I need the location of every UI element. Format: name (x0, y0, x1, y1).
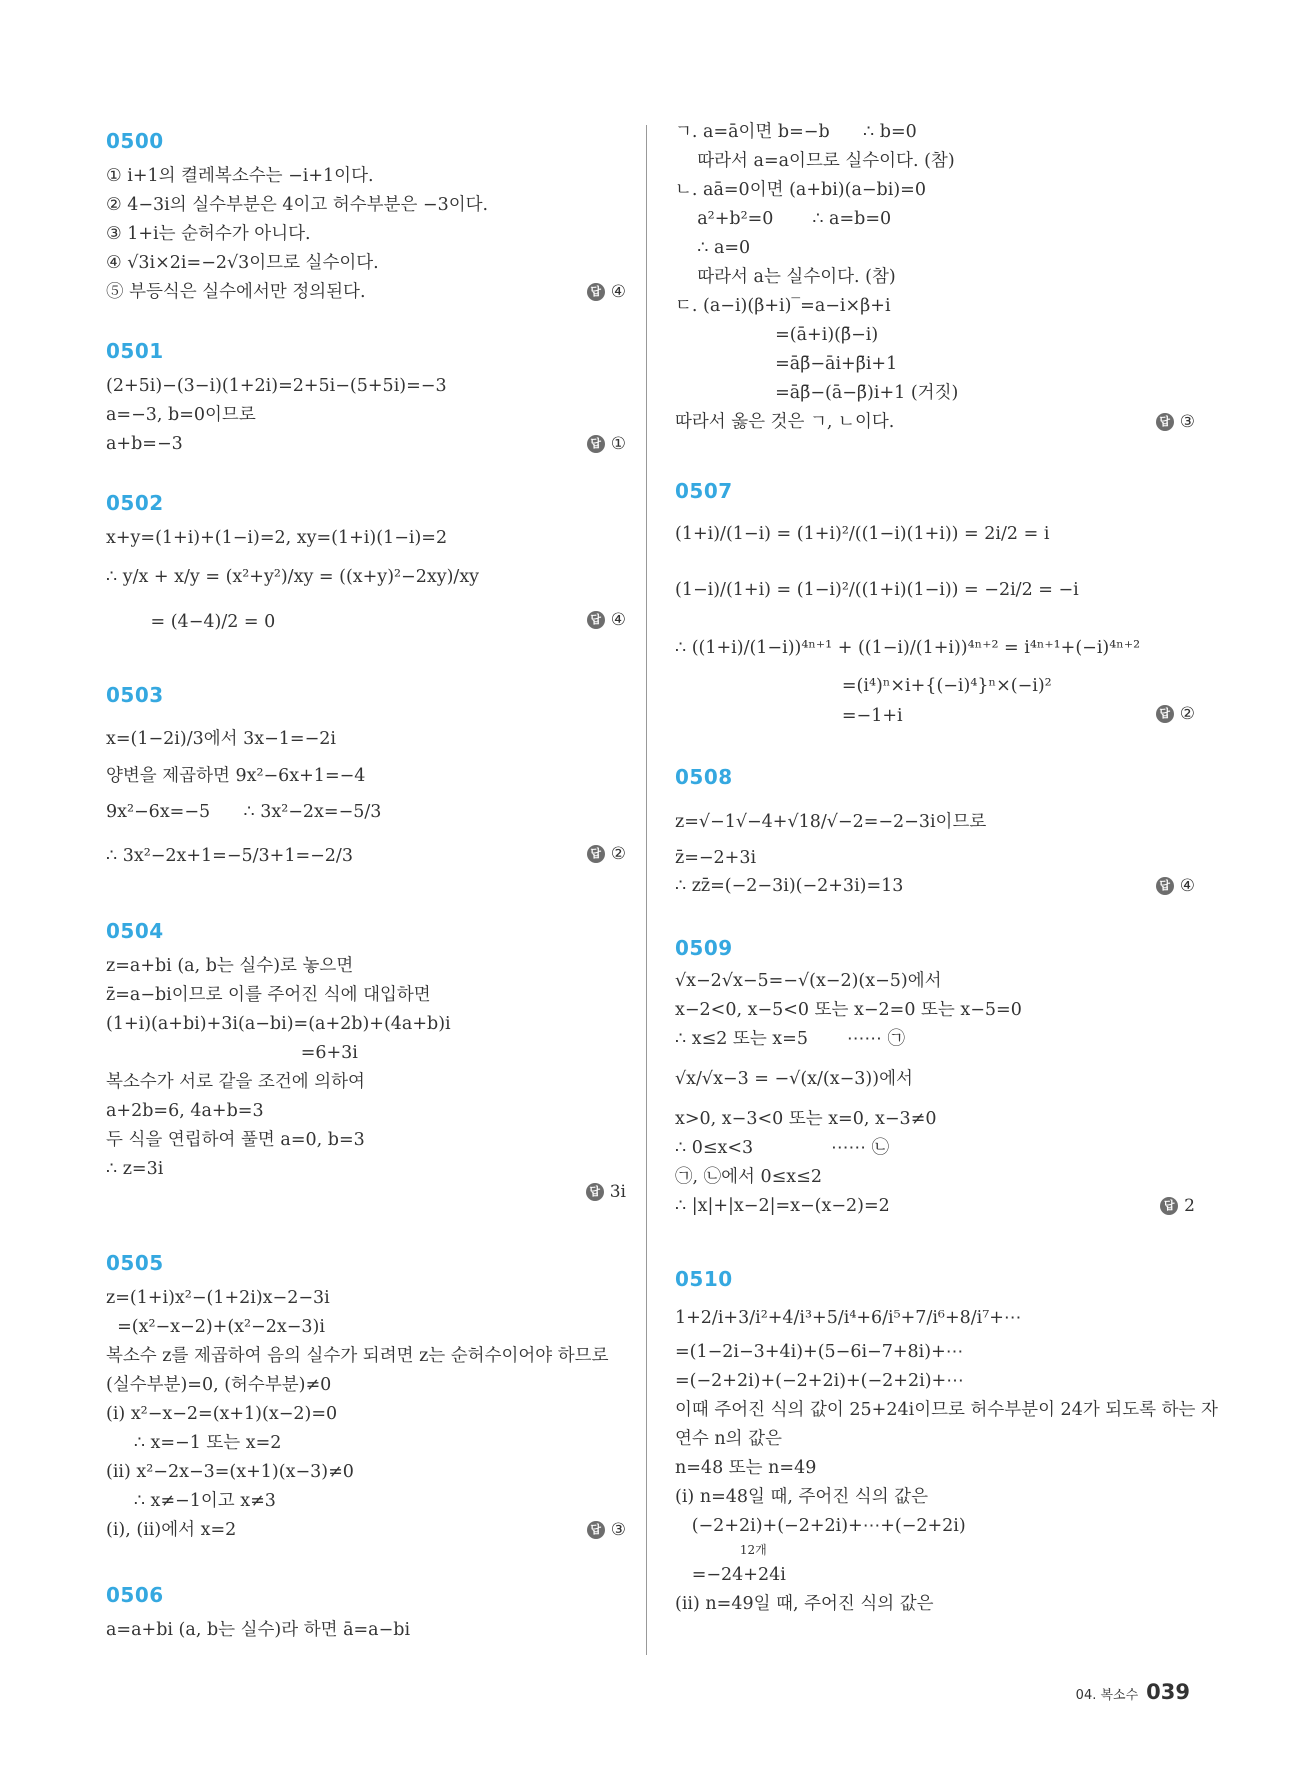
answer (586, 1182, 626, 1202)
solution-line: (ii) n=49일 때, 주어진 식의 값은 (675, 1594, 934, 1614)
solution-line: =−24+24i (675, 1565, 786, 1585)
answer-value: 3i (609, 1182, 626, 1202)
answer-value: 2 (1184, 1196, 1195, 1216)
answer (587, 610, 626, 630)
answer (587, 434, 626, 454)
solution-line: ∴ x≤2 또는 x=5 ⋯⋯ ㉠ (675, 1029, 905, 1049)
problem-0501 (106, 338, 626, 458)
answer-value: ③ (1179, 412, 1195, 432)
problem-0505 (106, 1250, 626, 1540)
solution-line: ∴ a=0 (675, 238, 751, 258)
solution-line: (−2+2i)+(−2+2i)+⋯+(−2+2i) (675, 1516, 966, 1536)
solution-line: 따라서 a=a이므로 실수이다. (참) (675, 151, 955, 171)
solution-line: 이때 주어진 식의 값이 25+24i이므로 허수부분이 24가 되도록 하는 자 (675, 1400, 1218, 1420)
problem-0507 (675, 478, 1195, 728)
answer-badge: 답 (587, 283, 605, 301)
solution-line: z̄=−2+3i (675, 848, 757, 868)
answer-value: ④ (610, 610, 626, 630)
solution-line: z=a+bi (a, b는 실수)로 놓으면 (106, 956, 354, 976)
problem-0504 (106, 918, 626, 1202)
answer (1160, 1196, 1195, 1216)
problem-number: 0509 (675, 936, 733, 960)
answer-badge: 답 (586, 1183, 604, 1201)
solution-line: 두 식을 연립하여 풀면 a=0, b=3 (106, 1130, 365, 1150)
answer-badge: 답 (1156, 877, 1174, 895)
solution-line: ∴ 0≤x<3 ⋯⋯ ㉡ (675, 1138, 890, 1158)
problem-0508 (675, 764, 1195, 904)
solution-line: = (4−4)/2 = 0 (106, 612, 276, 632)
answer-badge: 답 (587, 1521, 605, 1539)
solution-line: ⑤ 부등식은 실수에서만 정의된다. (106, 282, 366, 302)
solution-line: a=a+bi (a, b는 실수)라 하면 ā=a−bi (106, 1620, 411, 1640)
answer (587, 282, 626, 302)
problem-number: 0503 (106, 683, 164, 707)
answer (1156, 876, 1195, 896)
solution-line: ∴ ((1+i)/(1−i))⁴ⁿ⁺¹ + ((1−i)/(1+i))⁴ⁿ⁺² = i⁴ⁿ⁺¹+(−i)⁴ⁿ⁺² (675, 638, 1141, 658)
answer-value: ④ (610, 282, 626, 302)
solution-line: 9x²−6x=−5 ∴ 3x²−2x=−5/3 (106, 802, 382, 822)
solution-line: (2+5i)−(3−i)(1+2i)=2+5i−(5+5i)=−3 (106, 376, 447, 396)
problem-0510 (675, 1266, 1218, 1636)
problem-0506-continued (675, 120, 1195, 440)
problem-0509 (675, 935, 1195, 1225)
answer-value: ④ (1179, 876, 1195, 896)
solution-line: n=48 또는 n=49 (675, 1458, 817, 1478)
solution-line: z=√−1√−4+√18/√−2=−2−3i이므로 (675, 812, 987, 832)
answer-badge: 답 (587, 435, 605, 453)
solution-line: x>0, x−3<0 또는 x=0, x−3≠0 (675, 1109, 937, 1129)
solution-line: =(x²−x−2)+(x²−2x−3)i (106, 1317, 325, 1337)
solution-line: (1+i)(a+bi)+3i(a−bi)=(a+2b)+(4a+b)i (106, 1014, 451, 1034)
answer-badge: 답 (587, 845, 605, 863)
solution-line: =6+3i (106, 1043, 358, 1063)
problem-number: 0502 (106, 491, 164, 515)
problem-number: 0506 (106, 1583, 164, 1607)
solution-line: a=−3, b=0이므로 (106, 405, 256, 425)
solution-line: (i), (ii)에서 x=2 (106, 1520, 237, 1540)
problem-number: 0501 (106, 339, 164, 363)
solution-line: ∴ 3x²−2x+1=−5/3+1=−2/3 (106, 846, 353, 866)
solution-line: ∴ |x|+|x−2|=x−(x−2)=2 (675, 1196, 890, 1216)
solution-line: ② 4−3i의 실수부분은 4이고 허수부분은 −3이다. (106, 195, 489, 215)
solution-line: ∴ z=3i (106, 1159, 164, 1179)
solution-line: x+y=(1+i)+(1−i)=2, xy=(1+i)(1−i)=2 (106, 528, 448, 548)
solution-line: ㄴ. aā=0이면 (a+bi)(a−bi)=0 (675, 180, 926, 200)
answer-value: ② (1179, 704, 1195, 724)
solution-line: ㉠, ㉡에서 0≤x≤2 (675, 1167, 822, 1187)
solution-line: (1+i)/(1−i) = (1+i)²/((1−i)(1+i)) = 2i/2 = i (675, 524, 1050, 544)
solution-line: ∴ y/x + x/y = (x²+y²)/xy = ((x+y)²−2xy)/xy (106, 567, 480, 587)
underbrace-label: 12개 (675, 1543, 767, 1557)
solution-line: a²+b²=0 ∴ a=b=0 (675, 209, 892, 229)
solution-line: 연수 n의 값은 (675, 1429, 782, 1449)
solution-line: x−2<0, x−5<0 또는 x−2=0 또는 x−5=0 (675, 1000, 1022, 1020)
page-number: 039 (1146, 1680, 1190, 1704)
solution-line: √x/√x−3 = −√(x/(x−3))에서 (675, 1069, 913, 1089)
solution-line: a+b=−3 (106, 434, 183, 454)
problem-number: 0508 (675, 765, 733, 789)
problem-number: 0504 (106, 919, 164, 943)
problem-number: 0500 (106, 129, 164, 153)
solution-line: x=(1−2i)/3에서 3x−1=−2i (106, 729, 336, 749)
answer-badge: 답 (1156, 413, 1174, 431)
solution-line: z̄=a−bi이므로 이를 주어진 식에 대입하면 (106, 985, 431, 1005)
solution-line: a+2b=6, 4a+b=3 (106, 1101, 264, 1121)
solution-line: =−1+i (675, 706, 903, 726)
answer-badge: 답 (587, 611, 605, 629)
answer-value: ③ (610, 1520, 626, 1540)
answer (1156, 412, 1195, 432)
solution-line: (i) n=48일 때, 주어진 식의 값은 (675, 1487, 928, 1507)
solution-line: =āβ̄−āi+β̄i+1 (675, 354, 898, 374)
solution-line: ③ 1+i는 순허수가 아니다. (106, 224, 311, 244)
solution-line: 1+2/i+3/i²+4/i³+5/i⁴+6/i⁵+7/i⁶+8/i⁷+⋯ (675, 1308, 1022, 1328)
answer (587, 1520, 626, 1540)
answer-badge: 답 (1160, 1197, 1178, 1215)
problem-number: 0510 (675, 1267, 733, 1291)
solution-line: =(−2+2i)+(−2+2i)+(−2+2i)+⋯ (675, 1371, 964, 1391)
problem-0503 (106, 682, 626, 866)
solution-line: 복소수 z를 제곱하여 음의 실수가 되려면 z는 순허수이어야 하므로 (106, 1346, 609, 1366)
problem-0506 (106, 1582, 626, 1652)
problem-0500 (106, 128, 626, 302)
solution-line: ㄱ. a=ā이면 b=−b ∴ b=0 (675, 122, 917, 142)
solution-line: =(i⁴)ⁿ×i+{(−i)⁴}ⁿ×(−i)² (675, 676, 1052, 696)
solution-line: 따라서 a는 실수이다. (참) (675, 267, 896, 287)
problem-0502 (106, 490, 626, 630)
solution-line: 복소수가 서로 같을 조건에 의하여 (106, 1072, 365, 1092)
solution-line: (1−i)/(1+i) = (1−i)²/((1+i)(1−i)) = −2i/2 = −i (675, 580, 1079, 600)
solution-line: √x−2√x−5=−√(x−2)(x−5)에서 (675, 971, 942, 991)
answer (1156, 704, 1195, 724)
solution-line: ∴ x=−1 또는 x=2 (106, 1433, 282, 1453)
solution-line: 따라서 옳은 것은 ㄱ, ㄴ이다. (675, 412, 895, 432)
problem-number: 0507 (675, 479, 733, 503)
solution-line: =(ā+i)(β̄−i) (675, 325, 879, 345)
answer (587, 844, 626, 864)
chapter-label: 04. 복소수 (1075, 1688, 1139, 1703)
solution-line: =(1−2i−3+4i)+(5−6i−7+8i)+⋯ (675, 1342, 964, 1362)
page-footer (1076, 1680, 1190, 1704)
solution-line: ∴ x≠−1이고 x≠3 (106, 1491, 276, 1511)
problem-number: 0505 (106, 1251, 164, 1275)
solution-line: ④ √3i×2i=−2√3이므로 실수이다. (106, 253, 379, 273)
answer-value: ② (610, 844, 626, 864)
solution-line: (i) x²−x−2=(x+1)(x−2)=0 (106, 1404, 338, 1424)
solution-line: ㄷ. (a−i)(β+i)‾=a−i×β+i (675, 296, 891, 316)
solution-line: (ii) x²−2x−3=(x+1)(x−3)≠0 (106, 1462, 354, 1482)
solution-line: ∴ zz̄=(−2−3i)(−2+3i)=13 (675, 876, 904, 896)
solution-line: 양변을 제곱하면 9x²−6x+1=−4 (106, 766, 366, 786)
answer-badge: 답 (1156, 705, 1174, 723)
solution-line: (실수부분)=0, (허수부분)≠0 (106, 1375, 332, 1395)
column-divider (646, 125, 647, 1655)
solution-line: =āβ̄−(ā−β̄)i+1 (거짓) (675, 383, 959, 403)
answer-value: ① (610, 434, 626, 454)
solution-line: z=(1+i)x²−(1+2i)x−2−3i (106, 1288, 330, 1308)
solution-line: ① i+1의 켤레복소수는 −i+1이다. (106, 166, 374, 186)
